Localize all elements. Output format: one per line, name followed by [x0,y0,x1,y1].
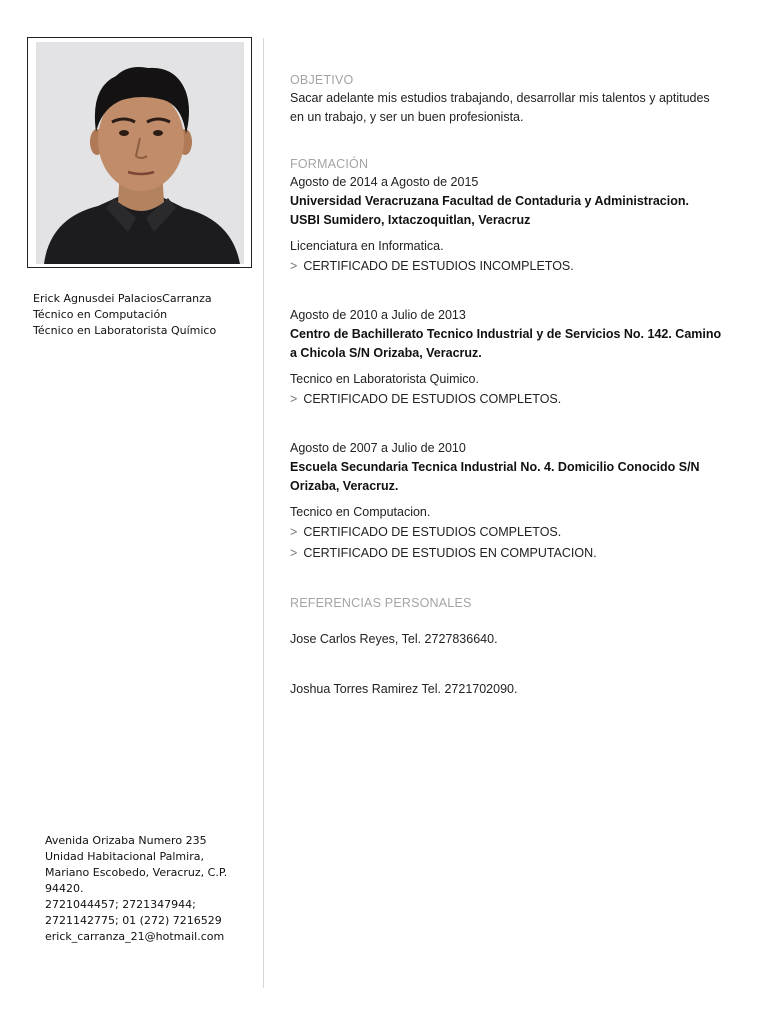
section-heading: REFERENCIAS PERSONALES [290,596,472,610]
entry-institution: USBI Sumidero, Ixtaczoquitlan, Veracruz [290,213,531,227]
reference-item: Jose Carlos Reyes, Tel. 2727836640. [290,632,498,646]
main-column [290,71,740,699]
education-entry [290,173,740,277]
objective-text: en un trabajo, y ser un buen profesionista. [290,110,524,124]
candidate-title: Técnico en Computación [33,308,168,321]
address-line: Unidad Habitacional Palmira, [45,850,204,863]
entry-bullet: > CERTIFICADO DE ESTUDIOS EN COMPUTACION. [290,546,597,560]
entry-institution: Orizaba, Veracruz. [290,479,399,493]
portrait-image [36,42,244,264]
address-line: Mariano Escobedo, Veracruz, C.P. [45,866,228,879]
references-section [290,594,740,699]
entry-program: Tecnico en Laboratorista Quimico. [290,372,479,386]
education-entry [290,306,740,410]
entry-dates: Agosto de 2014 a Agosto de 2015 [290,175,479,189]
candidate-title: Técnico en Laboratorista Químico [33,324,217,337]
chevron-right-icon: > [290,259,298,273]
address-line: 94420. [45,882,84,895]
objective-text: Sacar adelante mis estudios trabajando, desarrollar mis talentos y aptitudes [290,91,710,105]
reference-item: Joshua Torres Ramirez Tel. 2721702090. [290,682,518,696]
profile-photo [27,37,252,268]
column-divider [263,38,264,988]
entry-bullet: > CERTIFICADO DE ESTUDIOS INCOMPLETOS. [290,259,574,273]
entry-dates: Agosto de 2010 a Julio de 2013 [290,308,466,322]
section-heading: OBJETIVO [290,73,354,87]
entry-dates: Agosto de 2007 a Julio de 2010 [290,441,466,455]
entry-institution: Centro de Bachillerato Tecnico Industrial y de Servicios No. 142. Camino [290,327,722,341]
entry-institution: Escuela Secundaria Tecnica Industrial No. 4. Domicilio Conocido S/N [290,460,700,474]
section-heading: FORMACIÓN [290,157,369,171]
entry-program: Licenciatura en Informatica. [290,239,444,253]
contact-block [45,833,235,945]
address-line: Avenida Orizaba Numero 235 [45,834,207,847]
entry-institution: Universidad Veracruzana Facultad de Contaduria y Administracion. [290,194,689,208]
chevron-right-icon: > [290,392,298,406]
education-section [290,155,740,564]
candidate-name: Erick Agnusdei PalaciosCarranza [33,292,212,305]
chevron-right-icon: > [290,525,298,539]
entry-program: Tecnico en Computacion. [290,505,431,519]
entry-bullet: > CERTIFICADO DE ESTUDIOS COMPLETOS. [290,525,562,539]
entry-bullet: > CERTIFICADO DE ESTUDIOS COMPLETOS. [290,392,562,406]
education-entry [290,439,740,564]
email-address: erick_carranza_21@hotmail.com [45,930,225,943]
objective-section [290,71,740,127]
identity-block [33,291,216,339]
phone-line: 2721044457; 2721347944; [45,898,196,911]
entry-institution: a Chicola S/N Orizaba, Veracruz. [290,346,482,360]
phone-line: 2721142775; 01 (272) 7216529 [45,914,222,927]
chevron-right-icon: > [290,546,298,560]
